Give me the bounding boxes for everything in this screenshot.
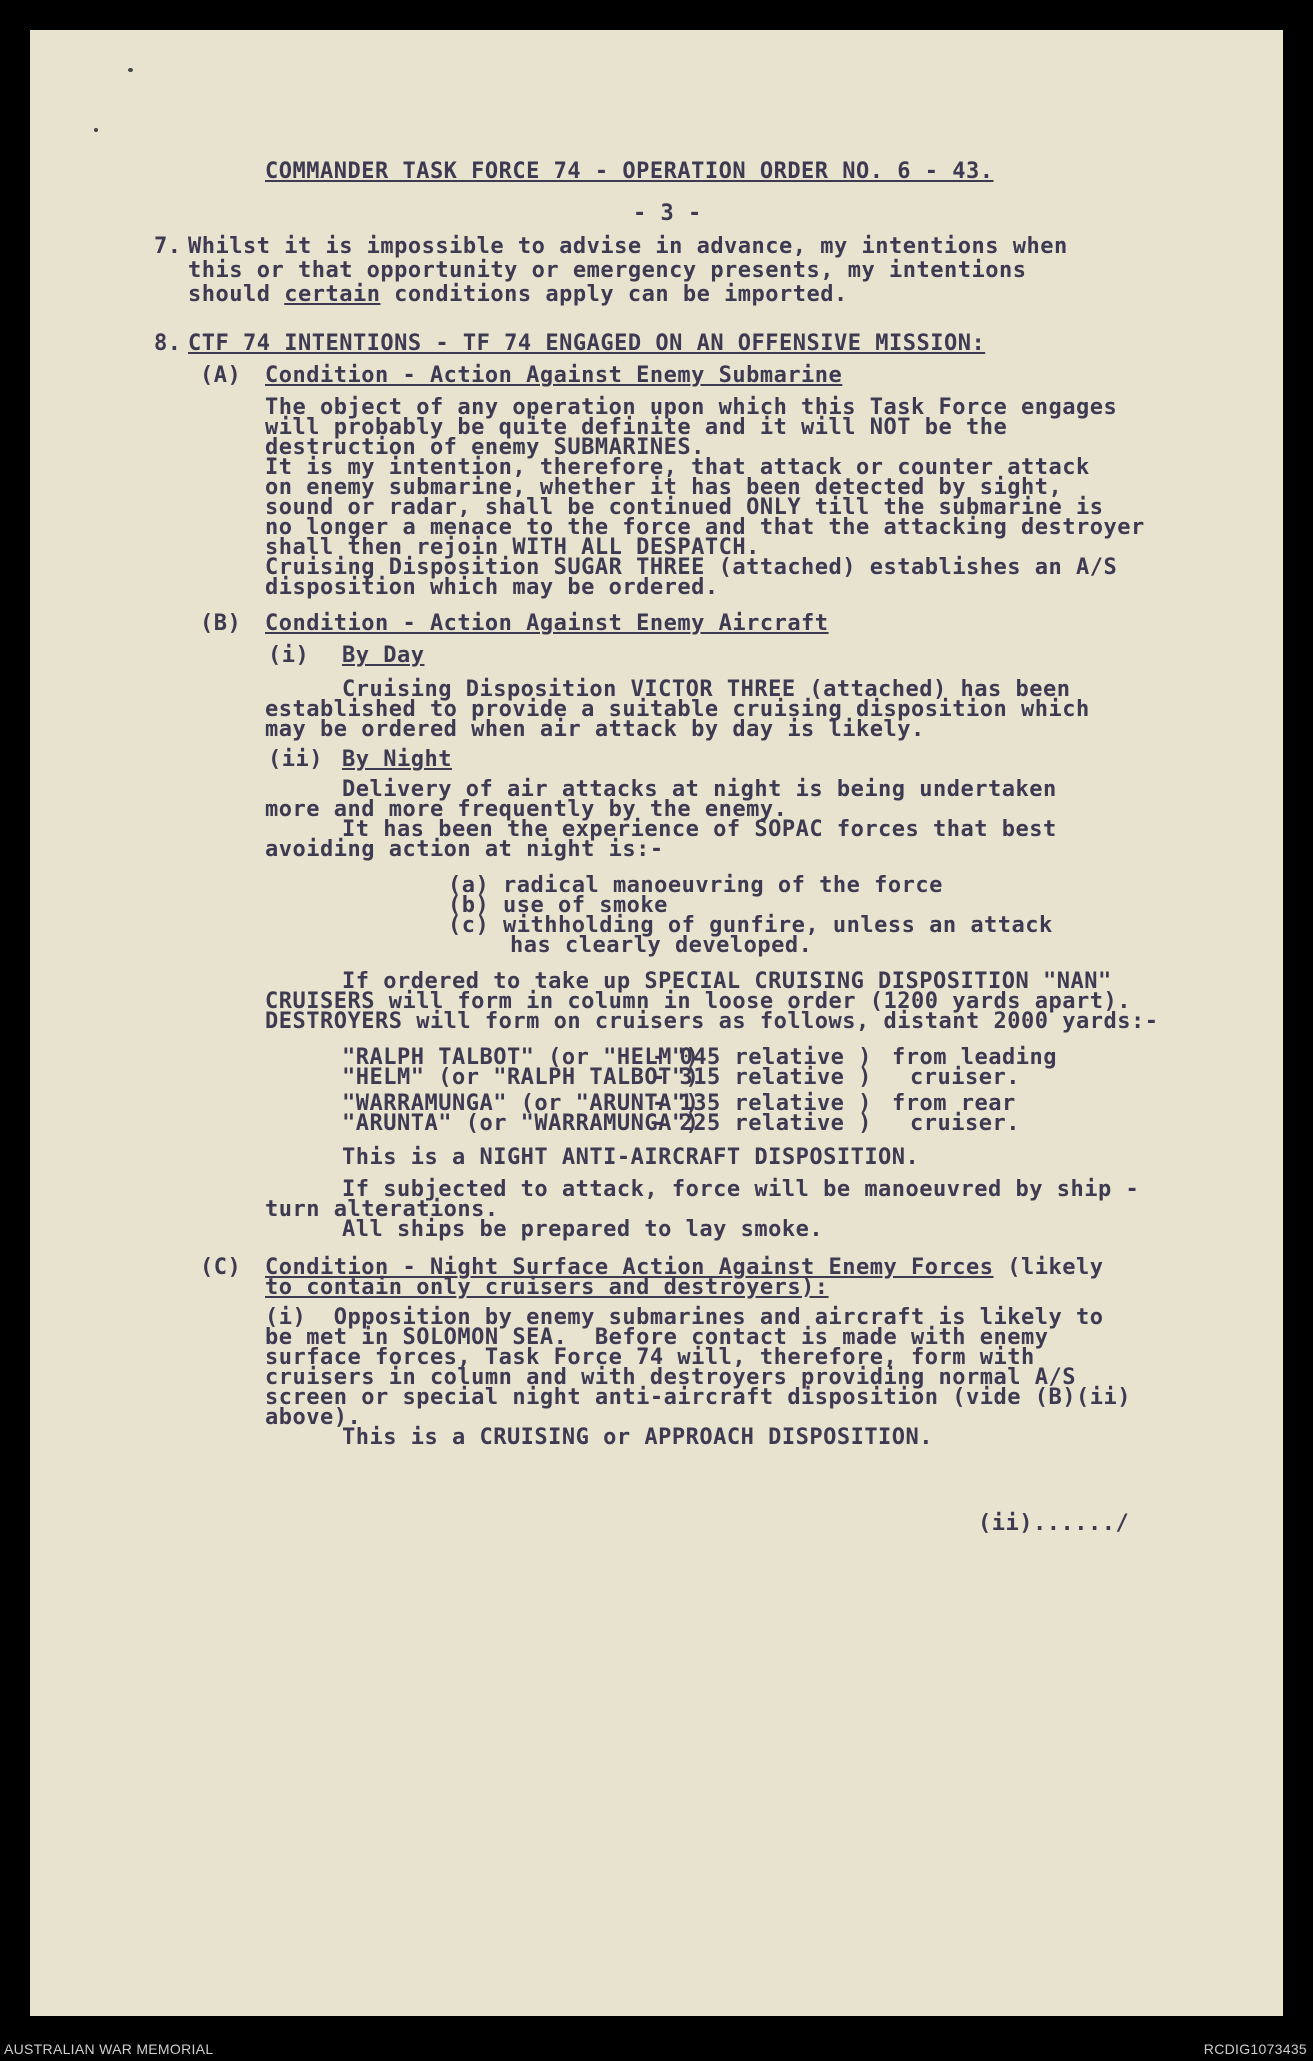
paper-speck (128, 68, 133, 72)
table-ship: "HELM" (or "RALPH TALBOT") (342, 1065, 700, 1090)
section-a-line: It is my intention, therefore, that attack or counter attack (265, 455, 1090, 480)
para-7-underlined-word: certain (284, 282, 381, 307)
section-c-line: above). (265, 1405, 362, 1430)
document-page (30, 30, 1283, 2016)
section-b-i-line: Cruising Disposition VICTOR THREE (attached) has been (342, 677, 1071, 702)
section-b-i-heading: By Day (342, 643, 425, 668)
nan-line: DESTROYERS will form on cruisers as follows, distant 2000 yards:- (265, 1009, 1159, 1034)
section-c-line: screen or special night anti-aircraft disposition (vide (B)(ii) (265, 1385, 1131, 1410)
section-c-heading-line-2: to contain only cruisers and destroyers): (265, 1275, 829, 1300)
section-a-heading: Condition - Action Against Enemy Submarine (265, 363, 843, 388)
section-a-label: (A) (200, 363, 242, 388)
section-b-ii-label: (ii) (268, 747, 323, 772)
para-7-text: should (188, 282, 285, 307)
section-b-after-line: If subjected to attack, force will be manoeuvred by ship - (342, 1177, 1140, 1202)
table-note: cruiser. (910, 1065, 1020, 1090)
section-b-i-label: (i) (268, 643, 310, 668)
section-c-line: This is a CRUISING or APPROACH DISPOSITION. (342, 1425, 934, 1450)
nan-line: CRUISERS will form in column in loose order (1200 yards apart). (265, 989, 1131, 1014)
table-ship: "ARUNTA" (or "WARRAMUNGA") (342, 1111, 700, 1136)
list-item: has clearly developed. (510, 933, 813, 958)
table-bearing: - 135 relative ) (652, 1091, 872, 1116)
section-a-line: Cruising Disposition SUGAR THREE (attached) establishes an A/S (265, 555, 1118, 580)
table-note: cruiser. (910, 1111, 1020, 1136)
section-a-line: destruction of enemy SUBMARINES. (265, 435, 705, 460)
para-7-line: this or that opportunity or emergency presents, my intentions (188, 258, 1027, 283)
section-b-after-line: This is a NIGHT ANTI-AIRCRAFT DISPOSITION. (342, 1145, 920, 1170)
para-8-heading: CTF 74 INTENTIONS - TF 74 ENGAGED ON AN OFFENSIVE MISSION: (188, 331, 986, 356)
table-note: from rear (892, 1091, 1016, 1116)
section-a-line: on enemy submarine, whether it has been detected by sight, (265, 475, 1063, 500)
section-b-i-line: may be ordered when air attack by day is likely. (265, 717, 925, 742)
section-c-line: surface forces, Task Force 74 will, therefore, form with (265, 1345, 1035, 1370)
section-b-ii-line: more and more frequently by the enemy. (265, 797, 788, 822)
section-a-line: disposition which may be ordered. (265, 575, 719, 600)
table-note: from leading (892, 1045, 1057, 1070)
table-bearing: - 045 relative ) (652, 1045, 872, 1070)
para-7-number: 7. (154, 234, 182, 259)
list-item: (a) radical manoeuvring of the force (448, 873, 943, 898)
para-8-number: 8. (154, 331, 182, 356)
section-a-line: shall then rejoin WITH ALL DESPATCH. (265, 535, 760, 560)
page-number: - 3 - (633, 201, 702, 226)
section-c-heading: Condition - Night Surface Action Against Enemy Forces (265, 1255, 994, 1280)
section-a-line: The object of any operation upon which this Task Force engages (265, 395, 1118, 420)
para-7-text: conditions apply can be imported. (380, 282, 848, 307)
section-b-after-line: turn alterations. (265, 1197, 499, 1222)
para-7-line: Whilst it is impossible to advise in advance, my intentions when (188, 234, 1068, 259)
section-c-line: cruisers in column and with destroyers providing normal A/S (265, 1365, 1076, 1390)
paper-speck (94, 128, 98, 132)
section-a-line: no longer a menace to the force and that the attacking destroyer (265, 515, 1145, 540)
table-ship: "WARRAMUNGA" (or "ARUNTA") (342, 1091, 700, 1116)
section-c-line: be met in SOLOMON SEA. Before contact is made with enemy (265, 1325, 1049, 1350)
footer-left: AUSTRALIAN WAR MEMORIAL (4, 2041, 214, 2057)
section-a-line: sound or radar, shall be continued ONLY till the submarine is (265, 495, 1104, 520)
section-b-after-line: All ships be prepared to lay smoke. (342, 1217, 824, 1242)
section-b-heading: Condition - Action Against Enemy Aircraft (265, 611, 829, 636)
continuation-marker: (ii)....../ (978, 1511, 1130, 1536)
section-b-label: (B) (200, 611, 242, 636)
table-bearing: - 225 relative ) (652, 1111, 872, 1136)
section-b-i-line: established to provide a suitable cruising disposition which (265, 697, 1090, 722)
nan-line: If ordered to take up SPECIAL CRUISING DISPOSITION "NAN" (342, 969, 1112, 994)
list-item: (c) withholding of gunfire, unless an attack (448, 913, 1053, 938)
section-b-ii-line: avoiding action at night is:- (265, 837, 664, 862)
section-c-label: (C) (200, 1255, 242, 1280)
list-item: (b) use of smoke (448, 893, 668, 918)
section-b-ii-line: It has been the experience of SOPAC forces that best (342, 817, 1057, 842)
section-b-ii-line: Delivery of air attacks at night is being undertaken (342, 777, 1057, 802)
section-c-heading-rest: (likely (993, 1255, 1104, 1280)
document-title: COMMANDER TASK FORCE 74 - OPERATION ORDER NO. 6 - 43. (265, 159, 994, 184)
table-ship: "RALPH TALBOT" (or "HELM") (342, 1045, 700, 1070)
section-a-line: will probably be quite definite and it will NOT be the (265, 415, 1008, 440)
footer-right: RCDIG1073435 (1203, 2041, 1307, 2057)
table-bearing: - 315 relative ) (652, 1065, 872, 1090)
para-7-line (188, 283, 848, 307)
section-b-ii-heading: By Night (342, 747, 452, 772)
section-c-line: (i) Opposition by enemy submarines and aircraft is likely to (265, 1305, 1104, 1330)
